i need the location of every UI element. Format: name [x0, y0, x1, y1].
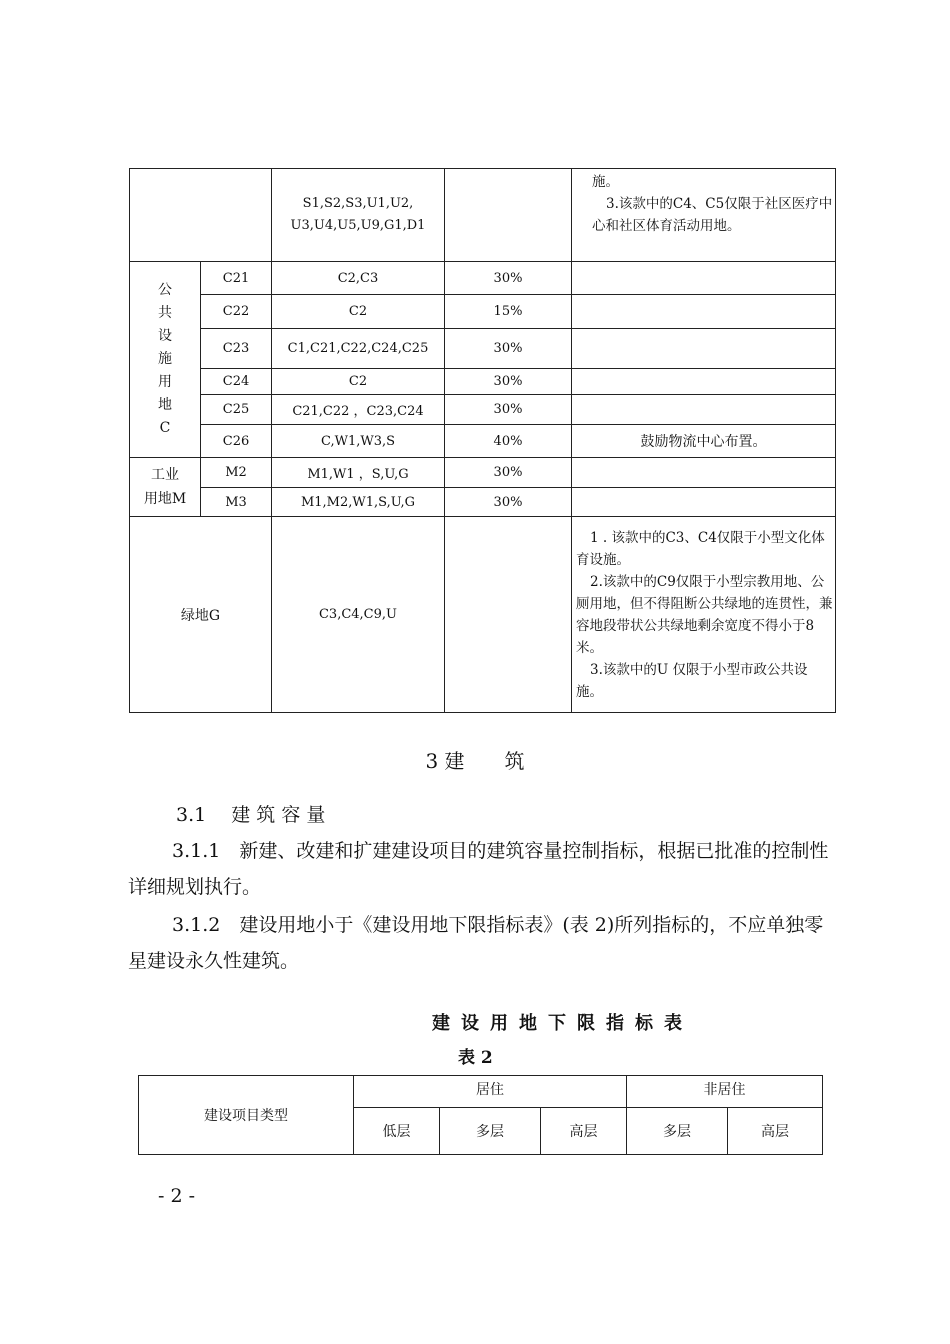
- table-row: [130, 488, 836, 517]
- label-line: 用地M: [143, 491, 187, 507]
- section-title: 3 建 筑: [425, 749, 525, 773]
- label-char: 公: [158, 282, 172, 298]
- compat-codes-line: U3,U4,U5,U9,G1,D1: [290, 218, 426, 233]
- table-row: [130, 329, 836, 369]
- header-cell: 多层: [440, 1108, 541, 1155]
- header-cell: 多层: [627, 1108, 728, 1155]
- note-cell: [572, 488, 836, 517]
- label-char: 施: [158, 351, 172, 367]
- paragraph: 3.1.1 新建、改建和扩建建设项目的建筑容量控制指标，根据已批准的控制性详细规划执行。: [128, 840, 829, 898]
- subsection-title: 3.1 建 筑 容 量: [176, 804, 326, 826]
- code-cell: C22: [201, 295, 272, 329]
- compat-cell: M1,M2,W1,S,U,G: [272, 488, 445, 517]
- group-label-g: 绿地G: [130, 517, 272, 713]
- note-line: 3.该款中的U 仅限于小型市政公共设施。: [576, 661, 808, 700]
- compat-cell: C1,C21,C22,C24,C25: [272, 329, 445, 369]
- label-char: 设: [158, 328, 172, 344]
- label-char: 用: [158, 374, 172, 390]
- table-title: 建设用地下限指标表: [432, 1013, 693, 1034]
- note-cell: 鼓励物流中心布置。: [572, 425, 836, 458]
- table-row: [130, 369, 836, 395]
- land-compat-table: [129, 168, 836, 713]
- header-cell: 低层: [354, 1108, 440, 1155]
- table-subtitle: 表 2: [458, 1048, 493, 1068]
- note-cell: [572, 395, 836, 425]
- code-cell: M2: [201, 458, 272, 488]
- ratio-cell: 30%: [445, 329, 572, 369]
- group-label-m: [130, 458, 201, 517]
- ratio-cell: 30%: [445, 395, 572, 425]
- note-cell: [572, 329, 836, 369]
- table-row: [130, 169, 836, 262]
- code-cell: C21: [201, 262, 272, 295]
- table-row: [130, 425, 836, 458]
- label-char: C: [159, 420, 171, 436]
- table-row: [130, 517, 836, 713]
- min-land-table: [138, 1075, 823, 1155]
- ratio-cell: [445, 169, 572, 262]
- label-char: 地: [158, 397, 172, 413]
- table-row: [130, 262, 836, 295]
- compat-cell: C2: [272, 295, 445, 329]
- compat-cell: C2: [272, 369, 445, 395]
- note-cell: [572, 369, 836, 395]
- note-cell: [572, 262, 836, 295]
- note-line: 3.该款中的C4、C5仅限于社区医疗中心和社区体育活动用地。: [592, 196, 833, 234]
- note-line: 2.该款中的C9仅限于小型宗教用地、公厕用地，但不得阻断公共绿地的连贯性，兼容地段带状公共绿地剩余宽度不得小于8 米。: [576, 573, 833, 656]
- header-cell: 高层: [728, 1108, 823, 1155]
- group-label-c: [130, 262, 201, 458]
- compat-cell: M1,W1 ，S,U,G: [272, 458, 445, 488]
- table-row: [130, 458, 836, 488]
- note-cell: [572, 169, 836, 262]
- ratio-cell: 40%: [445, 425, 572, 458]
- header-cell: 非居住: [627, 1076, 823, 1108]
- paragraph: 3.1.2 建设用地小于《建设用地下限指标表》(表 2)所列指标的，不应单独零星建设永久性建筑。: [128, 914, 824, 972]
- note-cell: [572, 295, 836, 329]
- table-row: [130, 295, 836, 329]
- table-row: [139, 1076, 823, 1108]
- note-cell: [572, 517, 836, 713]
- ratio-cell: 15%: [445, 295, 572, 329]
- header-cell: 高层: [541, 1108, 627, 1155]
- label-char: 共: [158, 305, 172, 321]
- compat-cell: C3,C4,C9,U: [272, 517, 445, 713]
- page-number: - 2 -: [158, 1185, 196, 1207]
- code-cell: C23: [201, 329, 272, 369]
- compat-cell: C21,C22 ，C23,C24: [272, 395, 445, 425]
- code-cell: C26: [201, 425, 272, 458]
- table-row: [130, 395, 836, 425]
- label-line: 工业: [151, 467, 179, 483]
- compat-codes-cell: [272, 169, 445, 262]
- ratio-cell: 30%: [445, 369, 572, 395]
- compat-cell: C,W1,W3,S: [272, 425, 445, 458]
- note-cell: [572, 458, 836, 488]
- note-line: 施。: [592, 174, 619, 190]
- compat-cell: C2,C3: [272, 262, 445, 295]
- compat-codes-line: S1,S2,S3,U1,U2,: [302, 196, 414, 211]
- header-cell: 居住: [354, 1076, 627, 1108]
- code-cell: C25: [201, 395, 272, 425]
- ratio-cell: 30%: [445, 262, 572, 295]
- empty-cell: [130, 169, 272, 262]
- code-cell: C24: [201, 369, 272, 395]
- ratio-cell: 30%: [445, 458, 572, 488]
- ratio-cell: 30%: [445, 488, 572, 517]
- ratio-cell: [445, 517, 572, 713]
- header-cell: 建设项目类型: [139, 1076, 354, 1155]
- note-line: 1 . 该款中的C3、C4仅限于小型文化体育设施。: [576, 529, 825, 568]
- code-cell: M3: [201, 488, 272, 517]
